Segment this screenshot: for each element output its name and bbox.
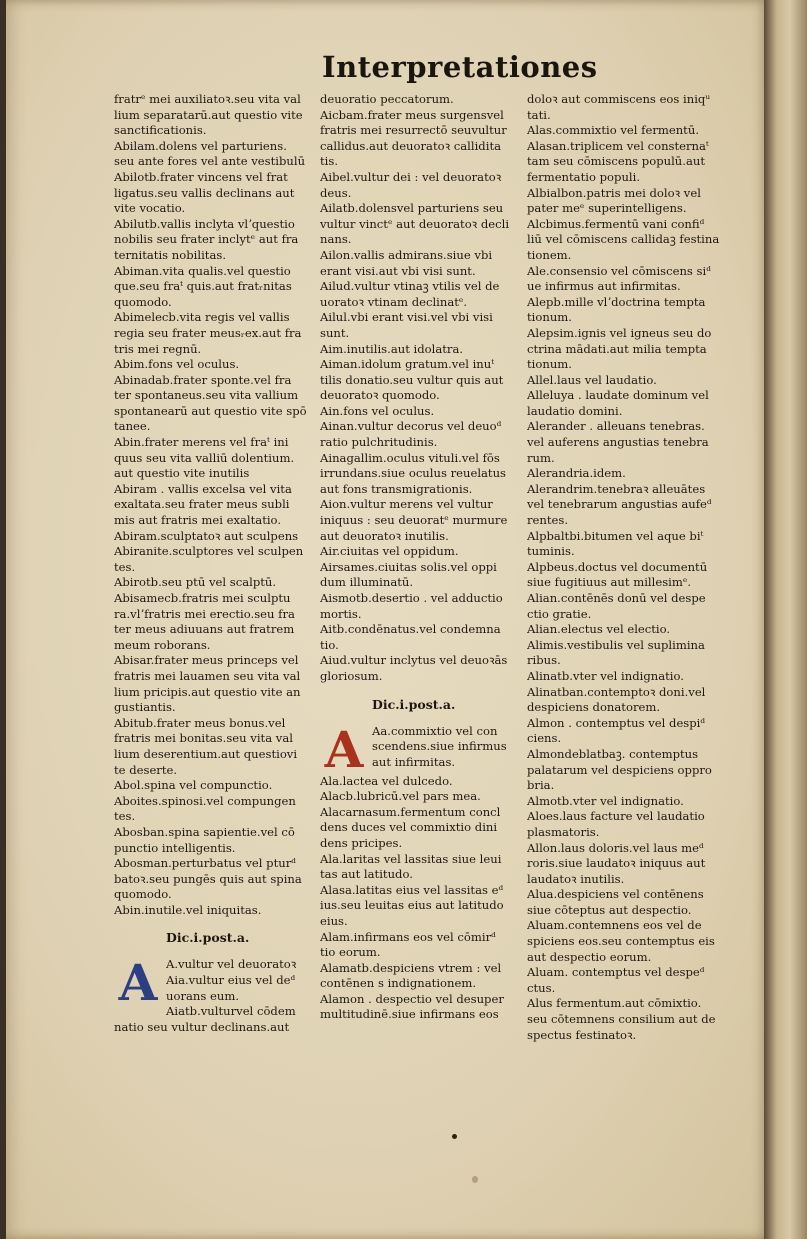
text-line: que.seu fraᵗ quis.aut fratᵣnitas	[114, 279, 292, 294]
text-line: Ala.laritas vel lassitas siue leui	[320, 851, 502, 866]
text-line: aut deuoratoꝛ inutilis.	[320, 528, 449, 543]
text-line: aut infirmitas.	[372, 754, 456, 769]
text-line: Alacb.lubricū.vel pars mea.	[320, 789, 481, 804]
text-line: Almondeblatbaꝫ. contemptus	[527, 746, 699, 761]
section-heading: Dic.i.post.a.	[166, 930, 250, 946]
text-line: Abisamecb.fratris mei sculptu	[114, 591, 291, 605]
text-line: ter meus adiuuans aut fratrem	[114, 622, 295, 637]
text-line: Aloes.laus facture vel laudatio	[527, 809, 705, 824]
text-line: Almon . contemptus vel despiᵈ	[527, 715, 706, 730]
book-gutter	[764, 0, 807, 1239]
text-line: spiciens eos.seu contemptus eis	[527, 934, 715, 949]
text-line: roris.siue laudatoꝛ iniquus aut	[527, 856, 706, 871]
book-page	[6, 0, 768, 1239]
text-line: Alerandria.idem.	[527, 466, 626, 481]
text-line: ciens.	[527, 731, 562, 746]
text-line: tionem.	[527, 247, 572, 262]
text-line: Alerandrim.tenebraꝛ alleuātes	[527, 481, 706, 496]
text-line: deuoratoꝛ quomodo.	[320, 388, 440, 403]
text-line: Abin.inutile.vel iniquitas.	[114, 902, 262, 917]
text-line: Abin.frater merens vel fraᵗ ini	[114, 435, 289, 450]
column-3	[527, 92, 733, 1043]
column-3-entries	[527, 92, 733, 1043]
text-line: lium deserentium.aut questiovi	[114, 746, 298, 761]
text-line: Abosban.spina sapientie.vel cō	[114, 824, 295, 839]
text-line: batoꝛ.seu pungēs quis aut spina	[114, 871, 302, 886]
text-line: Aiman.idolum gratum.vel inuᵗ	[320, 357, 495, 372]
text-line: vel tenebrarum angustias aufeᵈ	[527, 497, 712, 512]
text-line: quomodo.	[114, 294, 172, 309]
text-line: Aluam. contemptus vel despeᵈ	[527, 965, 705, 980]
text-line: Alcbimus.fermentū vani confiᵈ	[527, 216, 705, 231]
text-line: Air.ciuitas vel oppidum.	[320, 544, 459, 559]
text-line: dens duces vel commixtio dini	[320, 820, 498, 835]
text-line: rum.	[527, 450, 555, 465]
text-line: Abinadab.frater sponte.vel fra	[114, 372, 292, 387]
text-line: Aia.vultur eius vel deᵈ	[166, 973, 296, 988]
text-line: natio seu vultur declinans.aut	[114, 1019, 290, 1034]
text-line: lium pricipis.aut questio vite an	[114, 684, 301, 699]
text-line: tilis donatio.seu vultur quis aut	[320, 372, 504, 387]
text-line: Ain.fons vel oculus.	[320, 403, 435, 418]
text-line: seu cōtemnens consilium aut de	[527, 1012, 716, 1027]
text-line: iniquus : seu deuoratᵉ murmure	[320, 513, 508, 528]
column-1	[114, 92, 320, 1035]
text-line: lium separatarū.aut questio vite	[114, 107, 303, 122]
text-line: callidus.aut deuoratoꝛ callidita	[320, 138, 502, 153]
text-line: deus.	[320, 185, 352, 200]
column-2-entries	[320, 92, 526, 685]
text-line: ue infirmus aut infirmitas.	[527, 279, 681, 294]
text-line: Abilutb.vallis inclyta vlʼquestio	[114, 216, 295, 231]
text-line: gloriosum.	[320, 668, 383, 683]
text-line: Ainagallim.oculus vituli.vel fōs	[320, 450, 500, 465]
text-line: tanee.	[114, 419, 151, 434]
text-line: fratrᵉ mei auxiliatoꝛ.seu vita val	[114, 92, 301, 106]
text-line: plasmatoris.	[527, 824, 600, 839]
text-line: ratio pulchritudinis.	[320, 435, 438, 450]
text-line: Aibel.vultur dei : vel deuoratoꝛ	[320, 169, 502, 184]
text-line: Abitub.frater meus bonus.vel	[114, 715, 286, 730]
text-line: Abiman.vita qualis.vel questio	[114, 263, 291, 278]
text-line: dens pricipes.	[320, 835, 403, 850]
text-line: fratris mei lauamen seu vita val	[114, 668, 301, 683]
text-line: mis aut fratris mei exaltatio.	[114, 513, 282, 528]
column-1-entries	[114, 92, 320, 918]
text-line: tio.	[320, 637, 339, 652]
text-line: Aiatb.vulturvel cōdem	[166, 1004, 296, 1019]
initial-block	[320, 719, 526, 779]
text-line: Aluam.contemnens eos vel de	[527, 918, 702, 933]
text-line: Alamatb.despiciens vtrem : vel	[320, 960, 502, 975]
text-line: tas aut latitudo.	[320, 867, 413, 882]
text-line: Abirotb.seu ptū vel scalptū.	[114, 575, 277, 590]
text-line: multitudinē.siue infirmans eos	[320, 1007, 499, 1022]
text-line: Ailon.vallis admirans.siue vbi	[320, 247, 493, 262]
text-line: doloꝛ aut commiscens eos iniqᵘ	[527, 92, 710, 106]
page-title: Interpretationes	[322, 50, 598, 84]
text-line: Aboites.spinosi.vel compungen	[114, 793, 296, 808]
text-line: Almotb.vter vel indignatio.	[527, 793, 684, 808]
text-line: Ala.lactea vel dulcedo.	[320, 773, 453, 788]
initial-block	[114, 953, 320, 1019]
text-line: Alasa.latitas eius vel lassitas eᵈ	[320, 882, 504, 897]
text-line: Alinatb.vter vel indignatio.	[527, 668, 684, 683]
text-line: Ailatb.dolensvel parturiens seu	[320, 201, 504, 216]
text-line: Alus fermentum.aut cōmixtio.	[527, 996, 702, 1011]
text-line: Alepsim.ignis vel igneus seu do	[527, 325, 712, 340]
text-line: Abosman.perturbatus vel pturᵈ	[114, 856, 296, 871]
text-line: irrundans.siue oculus reuelatus	[320, 466, 507, 481]
text-line: ctrina mādati.aut milia tempta	[527, 341, 707, 356]
text-line: Alimis.vestibulis vel suplimina	[527, 637, 705, 652]
text-line: Ailul.vbi erant visi.vel vbi visi	[320, 310, 493, 325]
text-line: vultur vinctᵉ aut deuoratoꝛ decli	[320, 216, 510, 231]
text-line: tris mei regnū.	[114, 341, 202, 356]
text-line: ternitatis nobilitas.	[114, 247, 227, 262]
text-line: fermentatio populi.	[527, 169, 641, 184]
decorated-initial: A	[324, 719, 364, 779]
text-line: Abiram.sculptatoꝛ aut sculpens	[114, 528, 299, 543]
text-line: Alamon . despectio vel desuper	[320, 991, 504, 1006]
text-line: eius.	[320, 913, 348, 928]
text-line: Alas.commixtio vel fermentū.	[527, 123, 699, 138]
text-line: Ainan.vultur decorus vel deuoᵈ	[320, 419, 502, 434]
text-line: Aiud.vultur inclytus vel deuoꝛās	[320, 653, 508, 668]
decorated-initial: A	[118, 953, 158, 1013]
text-line: palatarum vel despiciens oppro	[527, 762, 712, 777]
text-line: Aismotb.desertio . vel adductio	[320, 591, 503, 605]
text-line: tionum.	[527, 357, 572, 372]
text-line: Alepb.mille vlʼdoctrina tempta	[527, 294, 706, 309]
text-line: siue fugitiuus aut millesimᵉ.	[527, 575, 692, 590]
text-line: aut questio vite inutilis	[114, 466, 250, 481]
text-line: ribus.	[527, 653, 561, 668]
text-line: aut fons transmigrationis.	[320, 481, 473, 496]
column-1-tail	[114, 1020, 320, 1036]
text-line: Aion.vultur merens vel vultur	[320, 497, 493, 512]
text-line: pater meᵉ superintelligens.	[527, 201, 687, 216]
text-line: uorans eum.	[166, 988, 240, 1003]
text-line: Aim.inutilis.aut idolatra.	[320, 341, 464, 356]
text-line: Ailud.vultur vtinaꝫ vtilis vel de	[320, 279, 500, 294]
text-line: tuminis.	[527, 544, 575, 559]
text-line: fratris mei bonitas.seu vita val	[114, 731, 293, 746]
text-line: aut despectio eorum.	[527, 949, 652, 964]
text-line: Allel.laus vel laudatio.	[527, 372, 657, 387]
text-line: mortis.	[320, 606, 362, 621]
text-line: Ale.consensio vel cōmiscens siᵈ	[527, 263, 711, 278]
text-line: Abim.fons vel oculus.	[114, 357, 240, 372]
text-line: Alleluya . laudate dominum vel	[527, 388, 709, 403]
text-line: Albialbon.patris mei doloꝛ vel	[527, 185, 701, 200]
ink-dot	[452, 1134, 457, 1139]
text-line: ius.seu leuitas eius aut latitudo	[320, 898, 504, 913]
text-line: siue cōteptus aut despectio.	[527, 902, 692, 917]
text-line: Aitb.condēnatus.vel condemna	[320, 622, 501, 637]
text-line: Alian.contēnēs donū vel despe	[527, 591, 706, 605]
text-line: te deserte.	[114, 762, 178, 777]
text-line: bria.	[527, 778, 555, 793]
text-line: tam seu cōmiscens populū.aut	[527, 154, 705, 169]
text-line: ligatus.seu vallis declinans aut	[114, 185, 295, 200]
text-line: Abol.spina vel compunctio.	[114, 778, 273, 793]
text-line: vel auferens angustias tenebra	[527, 435, 709, 450]
text-line: spectus festinatoꝛ.	[527, 1027, 637, 1042]
text-line: Abiram . vallis excelsa vel vita	[114, 481, 292, 496]
text-line: punctio intelligentis.	[114, 840, 236, 855]
text-line: tionum.	[527, 310, 572, 325]
text-line: ctio gratie.	[527, 606, 592, 621]
text-line: deuoratio peccatorum.	[320, 92, 454, 106]
text-line: laudatoꝛ inutilis.	[527, 871, 625, 886]
text-line: tati.	[527, 107, 551, 122]
text-line: Abimelecb.vita regis vel vallis	[114, 310, 290, 325]
text-line: Abisar.frater meus princeps vel	[114, 653, 299, 668]
column-2	[320, 92, 526, 1023]
text-line: ctus.	[527, 980, 556, 995]
text-line: Alpbaltbi.bitumen vel aque biᵗ	[527, 528, 704, 543]
text-line: erant visi.aut vbi visi sunt.	[320, 263, 476, 278]
text-line: Airsames.ciuitas solis.vel oppi	[320, 559, 497, 574]
text-line: vite vocatio.	[114, 201, 186, 216]
text-line: nans.	[320, 232, 352, 247]
text-line: Alam.infirmans eos vel cōmirᵈ	[320, 929, 496, 944]
text-line: nobilis seu frater inclytᵉ aut fra	[114, 232, 299, 247]
text-line: A.vultur vel deuoratoꝛ	[166, 957, 297, 972]
text-line: Abiranite.sculptores vel sculpen	[114, 544, 304, 559]
text-line: ter spontaneus.seu vita vallium	[114, 388, 299, 403]
text-line: fratris mei resurrectō seuvultur	[320, 123, 507, 138]
text-line: rentes.	[527, 513, 569, 528]
text-line: Alua.despiciens vel contēnens	[527, 887, 704, 902]
text-line: quus seu vita valliū dolentium.	[114, 450, 295, 465]
text-line: Alpbeus.doctus vel documentū	[527, 559, 708, 574]
text-line: Alian.electus vel electio.	[527, 622, 671, 637]
text-line: seu ante fores vel ante vestibulū	[114, 154, 306, 169]
text-line: Abilotb.frater vincens vel frat	[114, 169, 288, 184]
text-line: sanctificationis.	[114, 123, 207, 138]
text-line: Aa.commixtio vel con	[372, 723, 498, 738]
text-line: tes.	[114, 559, 136, 574]
text-line: quomodo.	[114, 887, 172, 902]
text-line: Abilam.dolens vel parturiens.	[114, 138, 287, 153]
text-line: dum illuminatū.	[320, 575, 414, 590]
text-line: tis.	[320, 154, 339, 169]
text-line: gustiantis.	[114, 700, 176, 715]
text-line: despiciens donatorem.	[527, 700, 661, 715]
text-line: scendens.siue infirmus	[372, 739, 507, 754]
text-line: spontanearū aut questio vite spō	[114, 403, 307, 418]
text-line: sunt.	[320, 325, 350, 340]
text-line: Allon.laus doloris.vel laus meᵈ	[527, 840, 704, 855]
text-line: exaltata.seu frater meus subli	[114, 497, 290, 512]
text-line: tes.	[114, 809, 136, 824]
section-heading: Dic.i.post.a.	[372, 696, 456, 712]
text-line: Aicbam.frater meus surgensvel	[320, 107, 504, 122]
text-line: contēnen s indignationem.	[320, 976, 477, 991]
text-line: ra.vlʼfratris mei erectio.seu fra	[114, 606, 295, 621]
text-line: Alacarnasum.fermentum concl	[320, 804, 501, 819]
text-line: laudatio domini.	[527, 403, 623, 418]
text-line: meum roborans.	[114, 637, 211, 652]
column-2-tail	[320, 774, 526, 1024]
text-line: liū vel cōmiscens callidaꝫ festina	[527, 232, 720, 247]
text-line: tio eorum.	[320, 945, 381, 960]
text-line: Alerander . alleuans tenebras.	[527, 419, 705, 434]
text-line: Alinatban.contemptoꝛ doni.vel	[527, 684, 706, 699]
text-line: Alasan.triplicem vel consternaᵗ	[527, 138, 709, 153]
text-line: uoratoꝛ vtinam declinatᵉ.	[320, 294, 468, 309]
paper-stain	[472, 1176, 478, 1183]
text-line: regia seu frater meusᵣex.aut fra	[114, 325, 302, 340]
